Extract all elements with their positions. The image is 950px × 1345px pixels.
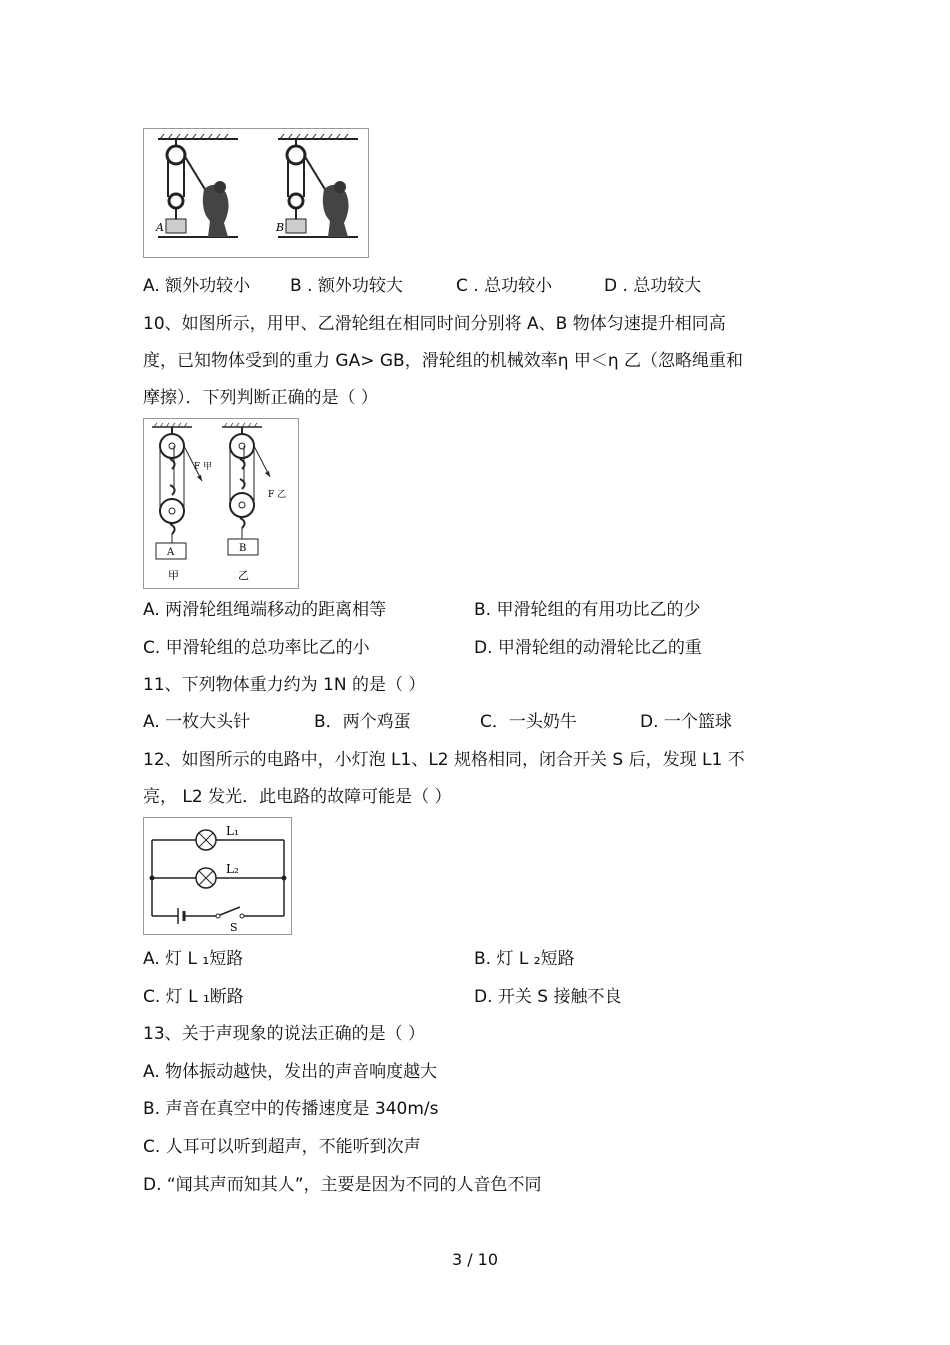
q10-option-a: A. 两滑轮组绳端移动的距离相等: [143, 600, 387, 620]
q11-option-c: C．一头奶牛: [480, 712, 577, 732]
q10-pulley-diagram: [144, 419, 298, 588]
q12-circuit-diagram: [144, 818, 291, 934]
q13-option-b: B. 声音在真空中的传播速度是 340m/s: [143, 1099, 439, 1119]
page-number: 3 / 10: [451, 1250, 499, 1269]
q11-option-a: A. 一枚大头针: [143, 712, 251, 732]
q9-option-a: A. 额外功较小: [143, 276, 251, 296]
q10-option-d: D. 甲滑轮组的动滑轮比乙的重: [474, 638, 702, 658]
q11-stem: 11、下列物体重力约为 1N 的是（ ）: [143, 675, 426, 695]
q10-stem-line-3: 摩擦）．下列判断正确的是（ ）: [143, 388, 378, 408]
q10-box-a: A: [167, 547, 175, 558]
q12-label-l2: L₂: [226, 862, 239, 876]
q12-option-c: C. 灯 L ₁断路: [143, 987, 244, 1007]
q10-force-b: F 乙: [268, 490, 287, 500]
q9-figure: [143, 128, 369, 258]
q13-option-d: D. “闻其声而知其人”，主要是因为不同的人音色不同: [143, 1175, 542, 1195]
q10-stem-line-1: 10、如图所示，用甲、乙滑轮组在相同时间分别将 A、B 物体匀速提升相同高: [143, 314, 726, 334]
q11-option-d: D. 一个篮球: [640, 712, 732, 732]
q9-setup-a: [155, 134, 238, 237]
q11-option-b: B．两个鸡蛋: [314, 712, 411, 732]
q10-caption-b: 乙: [238, 569, 249, 582]
q12-label-s: S: [230, 921, 238, 934]
q12-figure: [143, 817, 292, 935]
q10-option-c: C. 甲滑轮组的总功率比乙的小: [143, 638, 370, 658]
q10-caption-a: 甲: [168, 569, 179, 582]
q10-force-a: F 甲: [194, 462, 213, 472]
q9-label-a: A: [156, 221, 164, 234]
q13-stem: 13、关于声现象的说法正确的是（ ）: [143, 1024, 426, 1044]
q10-option-b: B. 甲滑轮组的有用功比乙的少: [474, 600, 701, 620]
q12-option-d: D. 开关 S 接触不良: [474, 987, 622, 1007]
q9-setup-b: [275, 134, 358, 237]
q12-stem-line-1: 12、如图所示的电路中，小灯泡 L1、L2 规格相同，闭合开关 S 后，发现 L1 不: [143, 750, 745, 770]
q9-option-b: B . 额外功较大: [290, 276, 403, 296]
q10-stem-line-2: 度，已知物体受到的重力 GA> GB，滑轮组的机械效率η 甲＜η 乙（忽略绳重和: [143, 351, 744, 371]
q12-label-l1: L₁: [226, 824, 239, 838]
q9-option-c: C . 总功较小: [456, 276, 553, 296]
q9-label-b: B: [276, 221, 285, 234]
q10-box-b: B: [239, 543, 247, 554]
q13-option-c: C. 人耳可以听到超声，不能听到次声: [143, 1137, 421, 1157]
q12-stem-line-2: 亮， L2 发光．此电路的故障可能是（ ）: [143, 787, 452, 807]
q12-option-b: B. 灯 L ₂短路: [474, 949, 575, 969]
q9-pulley-illustration: [144, 129, 368, 257]
q9-option-d: D . 总功较大: [604, 276, 702, 296]
q12-option-a: A. 灯 L ₁短路: [143, 949, 244, 969]
q13-option-a: A. 物体振动越快，发出的声音响度越大: [143, 1062, 438, 1082]
q10-figure: [143, 418, 299, 589]
